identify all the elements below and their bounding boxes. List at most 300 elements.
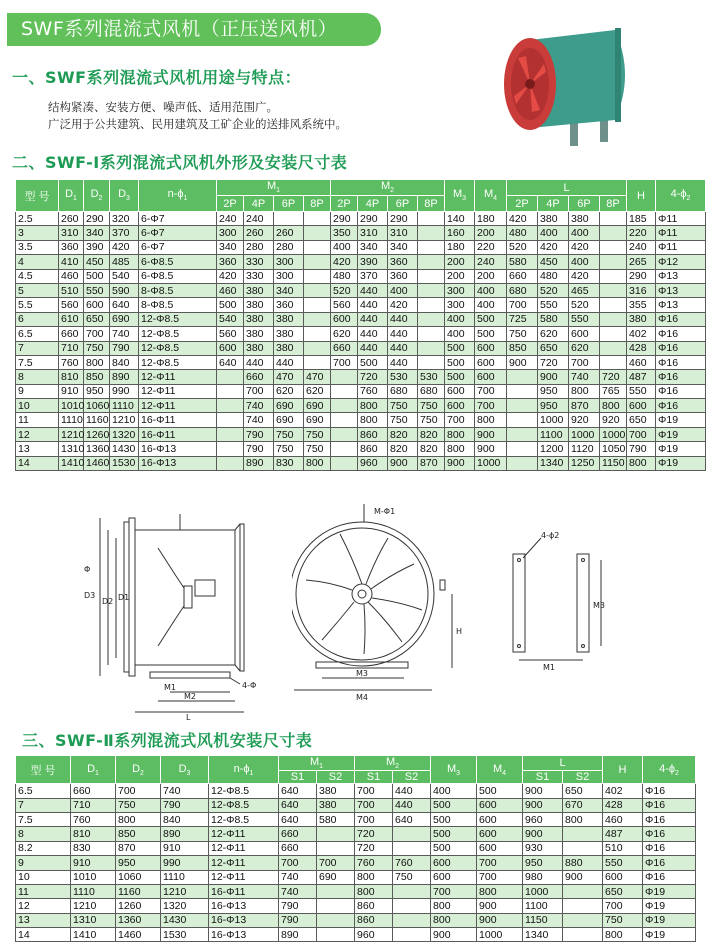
table-row (16, 384, 706, 398)
table-cell: 7.5 (16, 812, 71, 826)
table-cell: 520 (569, 298, 600, 312)
table-cell: 260 (59, 212, 84, 226)
table-cell: 600 (84, 298, 110, 312)
label-m2: M2 (184, 692, 196, 701)
table-cell: 750 (507, 327, 538, 341)
table-cell: 6.5 (16, 327, 59, 341)
table-cell (418, 226, 445, 240)
table-cell: 1060 (84, 399, 110, 413)
table-cell: 14 (16, 928, 71, 942)
table-cell: 470 (274, 370, 304, 384)
table-cell: Φ19 (643, 884, 696, 898)
table-cell: 340 (388, 240, 418, 254)
table-cell: 900 (388, 456, 418, 470)
table-cell: 920 (569, 413, 600, 427)
pole-header: 8P (418, 196, 445, 212)
table-row (16, 283, 706, 297)
table-cell: 485 (110, 255, 139, 269)
table-cell: 660 (244, 370, 274, 384)
table-cell: 600 (431, 856, 477, 870)
table-cell: 1430 (110, 442, 139, 456)
table-cell: 690 (304, 413, 331, 427)
table-cell (600, 298, 627, 312)
table-cell: 13 (16, 442, 59, 456)
table-cell: 900 (431, 928, 477, 942)
table-cell: 1340 (523, 928, 563, 942)
table-cell: 640 (279, 784, 317, 798)
table-cell: Φ16 (656, 327, 706, 341)
table-cell (304, 355, 331, 369)
table-cell: 750 (274, 427, 304, 441)
table-cell: 1160 (84, 413, 110, 427)
table-cell: 500 (431, 798, 477, 812)
table-cell (563, 913, 603, 927)
table-cell (317, 884, 355, 898)
table-cell: 660 (331, 341, 358, 355)
col-m4: $M_4$ (477, 756, 523, 784)
table-cell: 920 (600, 413, 627, 427)
table-cell: 520 (331, 283, 358, 297)
table-cell (507, 399, 538, 413)
table-cell (563, 884, 603, 898)
table-cell: 8-Φ8.5 (139, 283, 217, 297)
table-cell: 800 (563, 812, 603, 826)
table-cell (600, 341, 627, 355)
table-cell (600, 226, 627, 240)
table-cell: 890 (110, 370, 139, 384)
table-cell (600, 355, 627, 369)
table-cell: 310 (388, 226, 418, 240)
table-cell: 400 (569, 255, 600, 269)
table-row (16, 841, 696, 855)
table-cell: 790 (244, 427, 274, 441)
table-cell: 810 (59, 370, 84, 384)
col-m2: $M_2$ (331, 180, 445, 196)
section1-line1: 结构紧凑、安装方便、噪声低、适用范围广。 (48, 100, 278, 114)
table-cell: 12-Φ11 (209, 856, 279, 870)
col-model: 型 号 (16, 756, 71, 784)
section3-title: 三、SWF-Ⅱ系列混流式风机安装尺寸表 (22, 731, 313, 750)
table-cell: 600 (445, 384, 475, 398)
table-cell: 720 (358, 370, 388, 384)
table-cell: 790 (279, 913, 317, 927)
table-cell (304, 327, 331, 341)
table-cell: 690 (110, 312, 139, 326)
table-cell: 750 (304, 442, 331, 456)
table-cell: 402 (603, 784, 643, 798)
table-cell (563, 827, 603, 841)
table-cell: 530 (418, 370, 445, 384)
pole-header: 6P (569, 196, 600, 212)
base-plate-drawing (505, 528, 615, 673)
table-row (16, 812, 696, 826)
table-cell: 790 (279, 899, 317, 913)
table-cell: 290 (358, 212, 388, 226)
table-cell: 960 (523, 812, 563, 826)
table-cell: 440 (388, 312, 418, 326)
table-cell: 1210 (59, 427, 84, 441)
table-cell: 690 (317, 870, 355, 884)
table-cell: 1000 (523, 884, 563, 898)
table-cell: 280 (244, 240, 274, 254)
table-cell: 600 (477, 841, 523, 855)
table-cell: 300 (274, 269, 304, 283)
pole-header: 6P (274, 196, 304, 212)
table-cell: 440 (244, 355, 274, 369)
table-cell: 487 (603, 827, 643, 841)
table-cell: 1110 (71, 884, 116, 898)
table-cell: 1200 (538, 442, 569, 456)
table-cell: 650 (84, 312, 110, 326)
table-cell: 1060 (116, 870, 161, 884)
table-cell: 750 (418, 413, 445, 427)
table-cell (331, 442, 358, 456)
table-cell: Φ16 (643, 856, 696, 870)
table-cell: 330 (244, 255, 274, 269)
col-nphi: $n-\phi_1$ (139, 180, 217, 212)
table-cell (304, 283, 331, 297)
table-cell: 6-Φ7 (139, 240, 217, 254)
table-cell: 400 (331, 240, 358, 254)
table-cell: 10 (16, 399, 59, 413)
table-cell: 7 (16, 341, 59, 355)
table-cell: 300 (217, 226, 244, 240)
table-cell: Φ16 (643, 798, 696, 812)
table-cell: Φ19 (656, 442, 706, 456)
table-cell (331, 384, 358, 398)
table-cell: 220 (475, 240, 507, 254)
col-d3: $D_3$ (161, 756, 209, 784)
table-cell: 1460 (116, 928, 161, 942)
table-cell: Φ19 (643, 913, 696, 927)
table-cell: 240 (244, 212, 274, 226)
table-cell: 870 (569, 399, 600, 413)
col-phi4: $4-\phi_2$ (643, 756, 696, 784)
table-cell: 930 (523, 841, 563, 855)
label-4phi2: 4-ϕ2 (541, 531, 560, 540)
table-cell (563, 928, 603, 942)
table-cell: 590 (110, 283, 139, 297)
table-cell: 500 (477, 784, 523, 798)
label-m3: M3 (356, 669, 368, 678)
table-cell: 700 (627, 427, 656, 441)
table-cell: 660 (279, 841, 317, 855)
table-cell: 1320 (161, 899, 209, 913)
table-cell: 16-Φ13 (209, 928, 279, 942)
table-cell: 470 (304, 370, 331, 384)
table-cell: 980 (523, 870, 563, 884)
table-cell: 390 (358, 255, 388, 269)
table-cell: 360 (217, 255, 244, 269)
table-cell: 1260 (116, 899, 161, 913)
table-cell: 1250 (569, 456, 600, 470)
table-cell: 9 (16, 384, 59, 398)
table-cell: 790 (161, 798, 209, 812)
table-cell (393, 884, 431, 898)
table-cell: 8 (16, 827, 71, 841)
table-cell: 690 (274, 413, 304, 427)
table-cell: Φ16 (656, 341, 706, 355)
table-cell: 400 (388, 283, 418, 297)
table-cell: 900 (445, 456, 475, 470)
table-cell: 900 (477, 899, 523, 913)
table-cell: 990 (110, 384, 139, 398)
table-cell: 900 (477, 913, 523, 927)
pole-header: 6P (388, 196, 418, 212)
table-cell: 340 (217, 240, 244, 254)
table-cell: 550 (538, 298, 569, 312)
table-cell: 650 (603, 884, 643, 898)
table-cell: 200 (475, 269, 507, 283)
table-cell: 600 (603, 870, 643, 884)
table-cell: 1340 (538, 456, 569, 470)
pole-header: 8P (600, 196, 627, 212)
table-cell (393, 827, 431, 841)
table-cell: 200 (445, 269, 475, 283)
table-cell (304, 312, 331, 326)
label-base-m3: M3 (593, 601, 605, 610)
table-cell: 860 (358, 427, 388, 441)
table-cell: 440 (274, 355, 304, 369)
table-cell: 12-Φ8.5 (209, 784, 279, 798)
table-cell: 500 (475, 327, 507, 341)
table-row (16, 312, 706, 326)
table-cell: 580 (538, 312, 569, 326)
table-cell: 350 (331, 226, 358, 240)
table-cell: 420 (217, 269, 244, 283)
table-cell: 700 (445, 413, 475, 427)
table-cell: 580 (507, 255, 538, 269)
table-cell (507, 384, 538, 398)
table-cell: 440 (358, 298, 388, 312)
table-cell: 560 (331, 298, 358, 312)
table-cell: 240 (475, 255, 507, 269)
table-cell: 690 (274, 399, 304, 413)
col-l: L (507, 180, 627, 196)
table-cell: 660 (279, 827, 317, 841)
table-row (16, 784, 696, 798)
table-cell: 990 (161, 856, 209, 870)
table-cell: 640 (217, 355, 244, 369)
pole-header: 2P (507, 196, 538, 212)
table-cell (507, 370, 538, 384)
table-cell: Φ19 (656, 413, 706, 427)
col-h: H (627, 180, 656, 212)
table-cell: 950 (523, 856, 563, 870)
table-cell: 420 (331, 255, 358, 269)
table-cell (600, 212, 627, 226)
table-cell: 750 (603, 913, 643, 927)
table-cell: 950 (116, 856, 161, 870)
table-cell: 380 (244, 312, 274, 326)
table-cell: 12-Φ11 (139, 370, 217, 384)
table-cell: Φ12 (656, 255, 706, 269)
table-cell: 8 (16, 370, 59, 384)
table-cell: 700 (279, 856, 317, 870)
table-cell (317, 827, 355, 841)
table-cell: 1150 (523, 913, 563, 927)
table-cell: 370 (358, 269, 388, 283)
table-cell: 750 (388, 399, 418, 413)
table-cell: 600 (431, 870, 477, 884)
pole-header: 2P (331, 196, 358, 212)
table-cell (331, 370, 358, 384)
table-cell: 840 (161, 812, 209, 826)
table-cell: 800 (304, 456, 331, 470)
table-cell: 380 (244, 327, 274, 341)
table-cell: 1010 (59, 399, 84, 413)
col-model: 型 号 (16, 180, 59, 212)
table-row (16, 341, 706, 355)
table-cell (393, 899, 431, 913)
table-cell: 460 (217, 283, 244, 297)
table-cell (393, 841, 431, 855)
table-cell: 280 (274, 240, 304, 254)
table-cell (317, 913, 355, 927)
table-cell: 850 (84, 370, 110, 384)
table-cell: 1460 (84, 456, 110, 470)
table-cell (217, 442, 244, 456)
table-cell: 1410 (71, 928, 116, 942)
table-cell: 700 (355, 812, 393, 826)
label-l: L (186, 713, 191, 722)
col-d1: $D_1$ (59, 180, 84, 212)
table-cell: 360 (388, 269, 418, 283)
table-cell: Φ19 (656, 456, 706, 470)
table-cell: 1000 (600, 427, 627, 441)
table-cell: 240 (627, 240, 656, 254)
table-cell: 765 (600, 384, 627, 398)
table-cell: 960 (358, 456, 388, 470)
table-cell: 2.5 (16, 212, 59, 226)
table-cell: 290 (388, 212, 418, 226)
table-cell: 400 (569, 226, 600, 240)
table-cell: 700 (244, 384, 274, 398)
table-cell: 380 (627, 312, 656, 326)
table-cell: 700 (477, 870, 523, 884)
table-cell: 760 (393, 856, 431, 870)
table-cell: 185 (627, 212, 656, 226)
pole-header: 2P (217, 196, 244, 212)
table-cell: Φ11 (656, 226, 706, 240)
table-cell: 830 (71, 841, 116, 855)
label-phi: Φ (84, 565, 91, 574)
section1-line2: 广泛用于公共建筑、民用建筑及工矿企业的送排风系统中。 (48, 117, 347, 131)
table-cell: 400 (445, 327, 475, 341)
table-cell: 12-Φ11 (209, 841, 279, 855)
table-cell: 260 (244, 226, 274, 240)
table-cell: 600 (475, 341, 507, 355)
table-cell: Φ16 (643, 784, 696, 798)
table-cell: 660 (71, 784, 116, 798)
table-cell: 600 (475, 370, 507, 384)
table-cell: 800 (355, 884, 393, 898)
table-cell: 290 (331, 212, 358, 226)
table-cell (600, 240, 627, 254)
table-cell: 12-Φ8.5 (209, 798, 279, 812)
table-cell (600, 269, 627, 283)
table-cell: 316 (627, 283, 656, 297)
table-cell (507, 456, 538, 470)
label-m1: M1 (164, 683, 176, 692)
table-cell: 700 (507, 298, 538, 312)
table-cell: 16-Φ11 (139, 427, 217, 441)
table-cell: 6.5 (16, 784, 71, 798)
table-cell: 620 (538, 327, 569, 341)
table-cell: 340 (84, 226, 110, 240)
table-cell: 1050 (600, 442, 627, 456)
table-cell: 800 (116, 812, 161, 826)
table-cell (418, 312, 445, 326)
table-cell: 760 (59, 355, 84, 369)
table-cell: 420 (110, 240, 139, 254)
table-cell: 700 (603, 899, 643, 913)
table-cell (331, 427, 358, 441)
table-cell: 640 (279, 798, 317, 812)
table-cell: 760 (355, 856, 393, 870)
table-cell: 380 (274, 327, 304, 341)
table-cell: 1530 (161, 928, 209, 942)
table-cell: 1110 (59, 413, 84, 427)
table-cell: 950 (538, 384, 569, 398)
table-cell: 700 (569, 355, 600, 369)
table-cell: 900 (507, 355, 538, 369)
table-cell: 560 (59, 298, 84, 312)
table-cell: 530 (388, 370, 418, 384)
table-cell: 800 (627, 456, 656, 470)
table-cell: 660 (59, 327, 84, 341)
label-d3: D3 (84, 591, 96, 600)
table-cell: 600 (445, 399, 475, 413)
table-cell: Φ13 (656, 283, 706, 297)
table-cell: Φ16 (656, 355, 706, 369)
table-cell: 790 (110, 341, 139, 355)
table-cell: 700 (431, 884, 477, 898)
table-cell: 420 (569, 269, 600, 283)
table-row (16, 928, 696, 942)
table-row (16, 212, 706, 226)
table-cell: 800 (431, 913, 477, 927)
table-cell (507, 442, 538, 456)
table-cell (331, 413, 358, 427)
table-cell: 12-Φ8.5 (209, 812, 279, 826)
table-cell: 650 (538, 341, 569, 355)
table-cell: Φ16 (656, 399, 706, 413)
table-cell: 670 (563, 798, 603, 812)
table-cell: 660 (507, 269, 538, 283)
table-cell (331, 399, 358, 413)
swf1-dimension-table (15, 179, 706, 471)
s1-header: S1 (279, 771, 317, 784)
table-cell: 180 (445, 240, 475, 254)
table-cell: 16-Φ11 (139, 413, 217, 427)
table-cell: 1210 (110, 413, 139, 427)
table-cell: 402 (627, 327, 656, 341)
table-cell (317, 899, 355, 913)
table-cell: Φ19 (643, 928, 696, 942)
table-cell: 16-Φ13 (139, 442, 217, 456)
table-cell (507, 427, 538, 441)
table-cell: 700 (317, 856, 355, 870)
table-cell: 380 (244, 283, 274, 297)
table-cell: 420 (388, 298, 418, 312)
table-cell: 1110 (110, 399, 139, 413)
label-d1: D1 (118, 593, 130, 602)
table-cell: 520 (507, 240, 538, 254)
table-cell: 320 (110, 212, 139, 226)
table-cell: 740 (279, 870, 317, 884)
table-cell: 380 (317, 784, 355, 798)
